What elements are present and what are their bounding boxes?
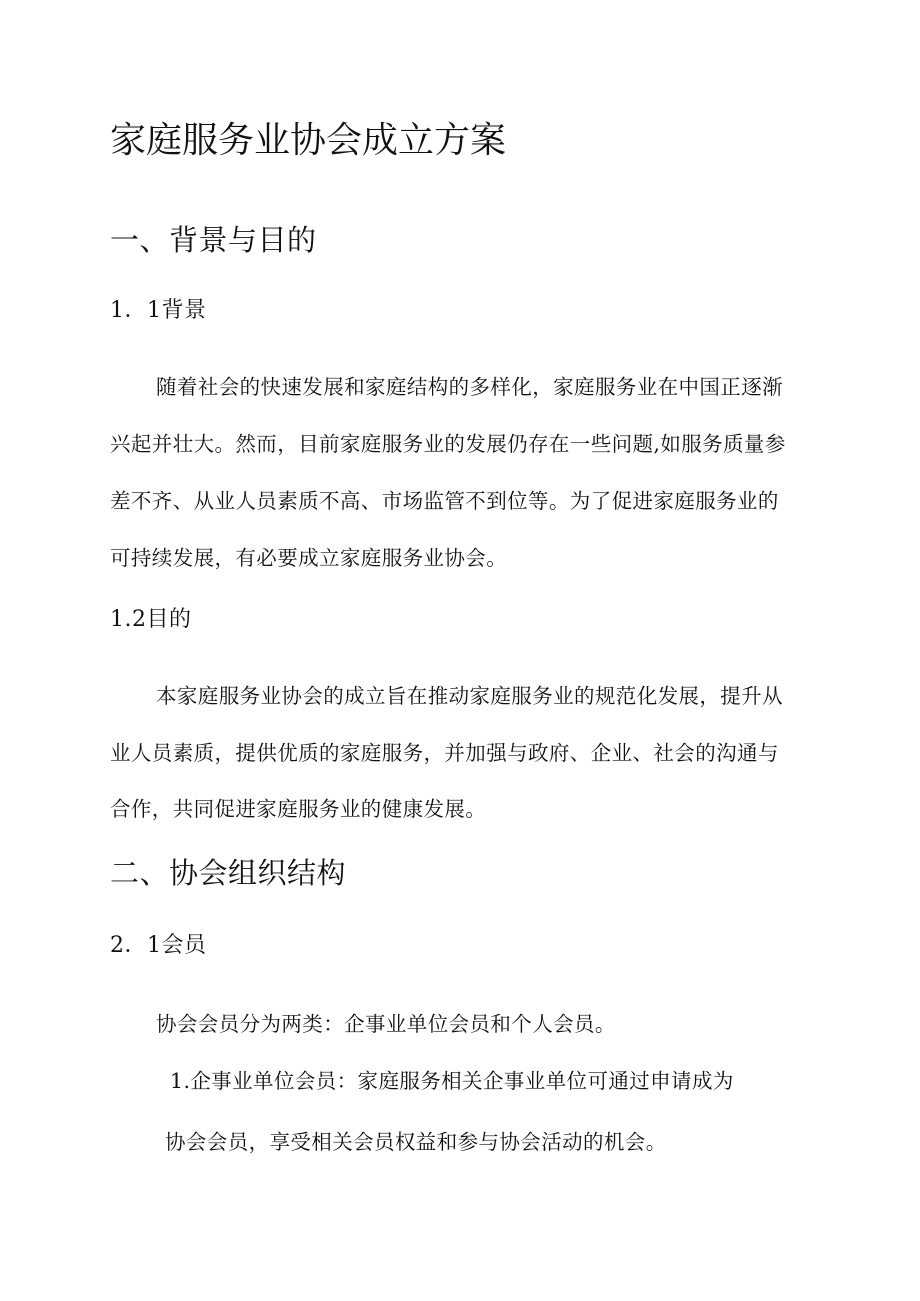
list-item-line: 1.企事业单位会员：家庭服务相关企事业单位可通过申请成为 (170, 1069, 734, 1093)
section-2-1-heading: 2．1会员 (110, 933, 207, 958)
paragraph-line: 随着社会的快速发展和家庭结构的多样化，家庭服务业在中国正逐渐 (156, 375, 783, 399)
paragraph-line: 业人员素质，提供优质的家庭服务，并加强与政府、企业、社会的沟通与 (110, 741, 779, 765)
paragraph-line: 兴起并壮大。然而，目前家庭服务业的发展仍存在一些问题,如服务质量参 (110, 432, 786, 456)
section-1-1-heading: 1．1背景 (110, 298, 207, 323)
section-2-heading: 二、协会组织结构 (110, 856, 347, 890)
paragraph-line: 可持续发展，有必要成立家庭服务业协会。 (110, 546, 508, 570)
section-1-heading: 一、背景与目的 (110, 223, 317, 257)
document-title: 家庭服务业协会成立方案 (110, 120, 507, 161)
paragraph-line: 协会会员分为两类：企事业单位会员和个人会员。 (156, 1012, 616, 1036)
list-item-line: 协会会员，享受相关会员权益和参与协会活动的机会。 (165, 1130, 667, 1154)
paragraph-line: 差不齐、从业人员素质不高、市场监管不到位等。为了促进家庭服务业的 (110, 489, 779, 513)
paragraph-line: 合作，共同促进家庭服务业的健康发展。 (110, 797, 487, 821)
section-1-2-heading: 1.2目的 (110, 607, 192, 632)
paragraph-line: 本家庭服务业协会的成立旨在推动家庭服务业的规范化发展，提升从 (156, 684, 783, 708)
